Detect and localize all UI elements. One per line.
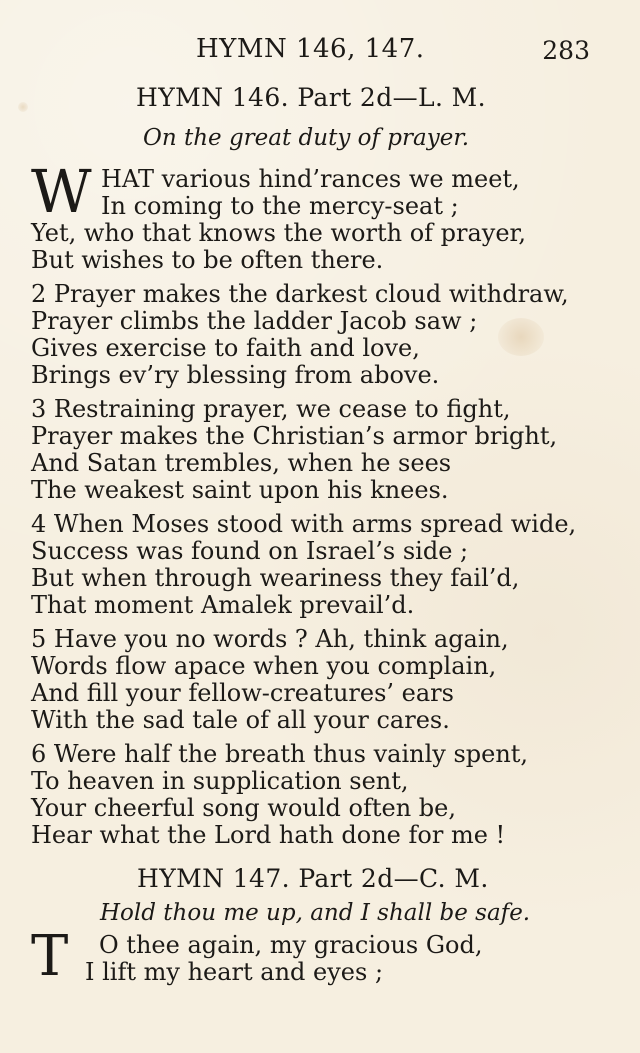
hymn-147-subtitle: Hold thou me up, and I shall be safe.	[100, 900, 531, 926]
stanza-line: To heaven in supplication sent,	[31, 767, 409, 795]
hymn-146-stanza-6	[31, 741, 601, 849]
hymn-146-title: HYMN 146. Part 2d—L. M.	[136, 83, 487, 112]
stanza-line-text: HAT various hind’rances we meet,	[101, 165, 520, 193]
stanza-line: Yet, who that knows the worth of prayer,	[31, 219, 527, 247]
stanza-line: 4 When Moses stood with arms spread wide,	[31, 510, 577, 538]
stanza-line: With the sad tale of all your cares.	[31, 706, 450, 734]
stanza-line: That moment Amalek prevail’d.	[31, 591, 415, 619]
hymn-147-stanza-1	[31, 924, 601, 989]
stanza-line: 5 Have you no words ? Ah, think again,	[31, 625, 509, 653]
stanza-line: Prayer makes the Christian’s armor bright,	[31, 422, 558, 450]
stanza-line: And Satan trembles, when he sees	[31, 449, 452, 477]
stanza-line: Your cheerful song would often be,	[31, 794, 456, 822]
paper-stain	[18, 102, 28, 112]
stanza-line: Words flow apace when you complain,	[31, 652, 497, 680]
stanza-line: Prayer climbs the ladder Jacob saw ;	[31, 307, 478, 335]
stanza-line: The weakest saint upon his knees.	[31, 476, 449, 504]
stanza-line: And fill your fellow-creatures’ ears	[31, 679, 454, 707]
hymn-146-stanza-1	[31, 157, 601, 274]
stanza-line: Success was found on Israel’s side ;	[31, 537, 469, 565]
drop-cap: W	[31, 157, 92, 226]
stanza-line: I lift my heart and eyes ;	[85, 958, 384, 986]
stanza-line: 2 Prayer makes the darkest cloud withdraw,	[31, 280, 569, 308]
hymn-146-stanza-5	[31, 626, 601, 734]
stanza-line: 3 Restraining prayer, we cease to fight,	[31, 395, 511, 423]
stanza-line: But when through weariness they fail’d,	[31, 564, 520, 592]
stanza-line: 6 Were half the breath thus vainly spent,	[31, 740, 529, 768]
hymn-147-title: HYMN 147. Part 2d—C. M.	[137, 864, 489, 893]
drop-cap: T	[31, 924, 69, 989]
hymn-146-subtitle: On the great duty of prayer.	[143, 125, 470, 151]
stanza-line: Hear what the Lord hath done for me !	[31, 821, 506, 849]
page-number: 283	[542, 36, 590, 65]
stanza-line: In coming to the mercy-seat ;	[101, 192, 459, 220]
hymn-146-stanza-2	[31, 281, 601, 389]
stanza-line: But wishes to be often there.	[31, 246, 384, 274]
hymn-146-stanza-4	[31, 511, 601, 619]
running-head: HYMN 146, 147.	[196, 34, 425, 64]
stanza-line: Brings ev’ry blessing from above.	[31, 361, 440, 389]
hymn-146-stanza-3	[31, 396, 601, 504]
stanza-line: Gives exercise to faith and love,	[31, 334, 420, 362]
stanza-line-text: O thee again, my gracious God,	[99, 931, 483, 959]
